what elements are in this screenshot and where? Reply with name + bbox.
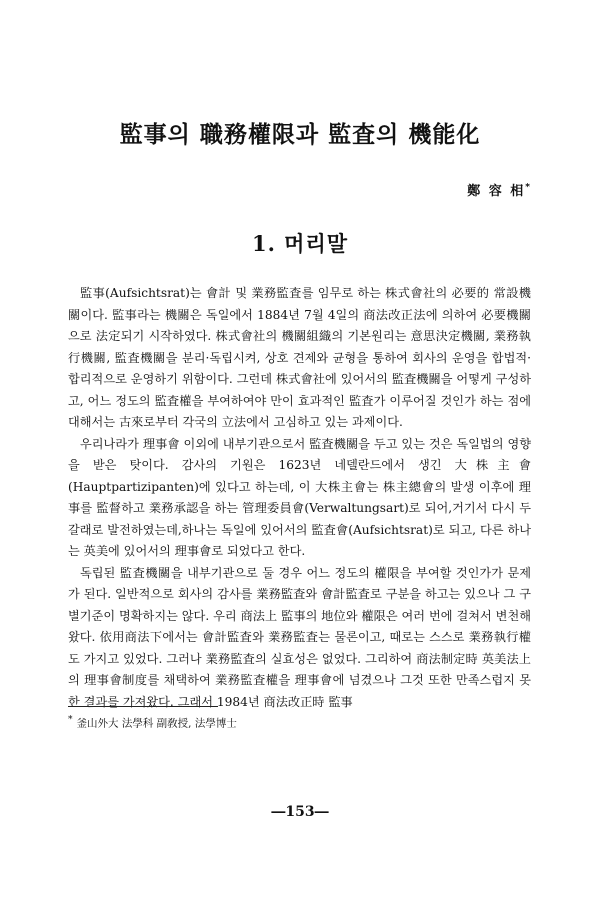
body-text: [68, 283, 531, 713]
footnote-mark: *: [68, 715, 73, 725]
footnote: [68, 713, 531, 731]
article-title: 監事의 職務權限과 監査의 機能化: [119, 122, 481, 148]
paragraph-2: 우리나라가 理事會 이외에 내부기관으로서 監査機關을 두고 있는 것은 독일법의 영향을 받은 탓이다. 감사의 기원은 1623년 네델란드에서 생긴 大株主會(Hauptpartizipanten)에 있다고 하는데, 이 大株主會는 株主總會의 발생 이후에 理事를 監督하고 業務承認을 하는 管理委員會(Verwaltungsart)로 되어,거기서 다시 두 갈래로 발전하였는데,하나는 독일에 있어서의 監査會(Aufsichtsrat)로 되고, 다른 하나는 英美에 있어서의 理事會로 되었다고 한다.: [68, 436, 531, 558]
author-footnote-mark: *: [525, 182, 532, 193]
footnote-text: 釜山外大 法學科 副敎授, 法學博士: [76, 717, 237, 730]
author-name: 鄭 容 相: [467, 184, 526, 199]
paragraph-3: 독립된 監査機關을 내부기관으로 둘 경우 어느 정도의 權限을 부여할 것인가가 문제가 된다. 일반적으로 회사의 감사를 業務監査와 會計監査로 구분을 하고는 있으나 그 구별기준이 명확하지는 않다. 우리 商法上 監事의 地位와 權限은 여러 번에 걸쳐서 변천해 왔다. 依用商法下에서는 會計監査와 業務監査는 물론이고, 때로는 스스로 業務執行權도 가지고 있었다. 그러나 業務監査의 실효성은 없었다. 그리하여 商法制定時 英美法上의 理事會制度를 채택하여 業務監査權을 理事會에 넘겼으나 그것 또한 만족스럽지 못한 결과를 가져왔다. 그래서 1984년 商法改正時 監事: [68, 565, 531, 709]
section-heading: 1. 머리말: [251, 231, 349, 256]
page-number: ―153―: [271, 804, 329, 820]
paragraph-1: 監事(Aufsichtsrat)는 會計 및 業務監査를 임무로 하는 株式會社의 必要的 常設機關이다. 監事라는 機關은 독일에서 1884년 7월 4일의 商法改正法에 의하여 必要機關으로 法定되기 시작하였다. 株式會社의 機關組織의 기본원리는 意思決定機關, 業務執行機關, 監査機關을 분리·독립시켜, 상호 견제와 균형을 통하여 회사의 운영을 합법적·합리적으로 운영하기 위함이다. 그런데 株式會社에 있어서의 監査機關을 어떻게 구성하고, 어느 정도의 監査權을 부여하여야 만이 효과적인 監査가 이루어질 것인가 하는 점에 대해서는 古來로부터 각국의 立法에서 고심하고 있는 과제이다.: [68, 286, 531, 429]
footnote-divider: [68, 706, 218, 707]
author-line: [467, 180, 532, 199]
